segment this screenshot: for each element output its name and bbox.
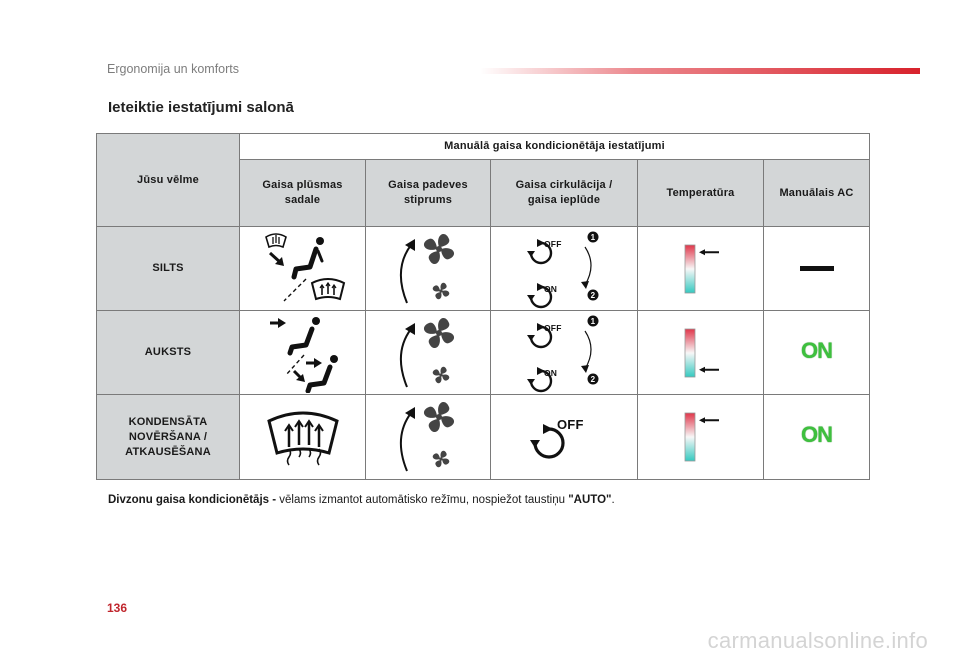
step-badge-1: 1 [590, 232, 596, 242]
ac-cell [764, 311, 870, 395]
fan-speed-icon [383, 229, 473, 309]
col-header-fan-speed: Gaisa padeves stiprums [366, 160, 491, 227]
fan-speed-icon [383, 313, 473, 393]
recirculation-switch-icon [519, 313, 609, 393]
section-title: Ieteiktie iestatījumi salonā [108, 99, 294, 116]
col-header-ac: Manuālais AC [764, 160, 870, 227]
recirc-on-label: ON [544, 367, 558, 378]
row-label-defog: KONDENSĀTA NOVĒRŠANA / ATKAUSĒŠANA [97, 395, 240, 480]
note-end: . [611, 494, 615, 506]
note-key: "AUTO" [568, 494, 612, 506]
page-number: 136 [107, 601, 128, 615]
windscreen-defrost-icon [263, 407, 343, 467]
chapter-title: Ergonomija un komforts [107, 62, 240, 76]
step-badge-2: 2 [590, 290, 596, 300]
temperature-cell [638, 311, 764, 395]
recirc-off-label: OFF [544, 322, 562, 333]
table-row [97, 227, 870, 311]
col-header-temperature: Temperatūra [638, 160, 764, 227]
recirculation-cell [491, 395, 638, 480]
airflow-face-feet-icon [248, 313, 358, 393]
recirc-off-label: OFF [557, 417, 584, 432]
col-header-recirculation: Gaisa cirkulācija / gaisa ieplūde [491, 160, 638, 227]
note-text: vēlams izmantot automātisko režīmu, nospiežot taustiņu [279, 494, 569, 506]
recirculation-off-icon [519, 407, 609, 467]
fan-speed-cell [366, 227, 491, 311]
col-header-wish: Jūsu vēlme [97, 134, 240, 227]
recirculation-switch-icon [519, 229, 609, 309]
header-accent-bar [480, 68, 920, 74]
recirculation-cell [491, 227, 638, 311]
recirc-on-label: ON [544, 283, 558, 294]
fan-speed-cell [366, 311, 491, 395]
group-header: Manuālā gaisa kondicionētāja iestatījumi [240, 134, 870, 160]
ac-cell [764, 395, 870, 480]
dual-zone-note [108, 494, 615, 506]
step-badge-2: 2 [590, 374, 596, 384]
table-row [97, 395, 870, 480]
col-header-distribution: Gaisa plūsmas sadale [240, 160, 366, 227]
step-badge-1: 1 [590, 316, 596, 326]
row-label-warm: SILTS [97, 227, 240, 311]
temperature-gauge-icon [671, 323, 731, 383]
ac-cell [764, 227, 870, 311]
airflow-feet-windscreen-icon [248, 229, 358, 309]
recirculation-cell [491, 311, 638, 395]
distribution-cell [240, 395, 366, 480]
table-row [97, 311, 870, 395]
recirc-off-label: OFF [544, 238, 562, 249]
row-label-cold: AUKSTS [97, 311, 240, 395]
watermark: carmanualsonline.info [707, 628, 928, 653]
distribution-cell [240, 227, 366, 311]
ac-on-label: ON [801, 422, 832, 447]
note-bold: Divzonu gaisa kondicionētājs - [108, 494, 280, 506]
distribution-cell [240, 311, 366, 395]
ac-dash [800, 266, 834, 271]
temperature-cell [638, 227, 764, 311]
temperature-cell [638, 395, 764, 480]
fan-speed-cell [366, 395, 491, 480]
temperature-gauge-icon [671, 407, 731, 467]
fan-speed-icon [383, 397, 473, 477]
temperature-gauge-icon [671, 239, 731, 299]
settings-table [96, 133, 870, 480]
ac-on-label: ON [801, 337, 832, 363]
